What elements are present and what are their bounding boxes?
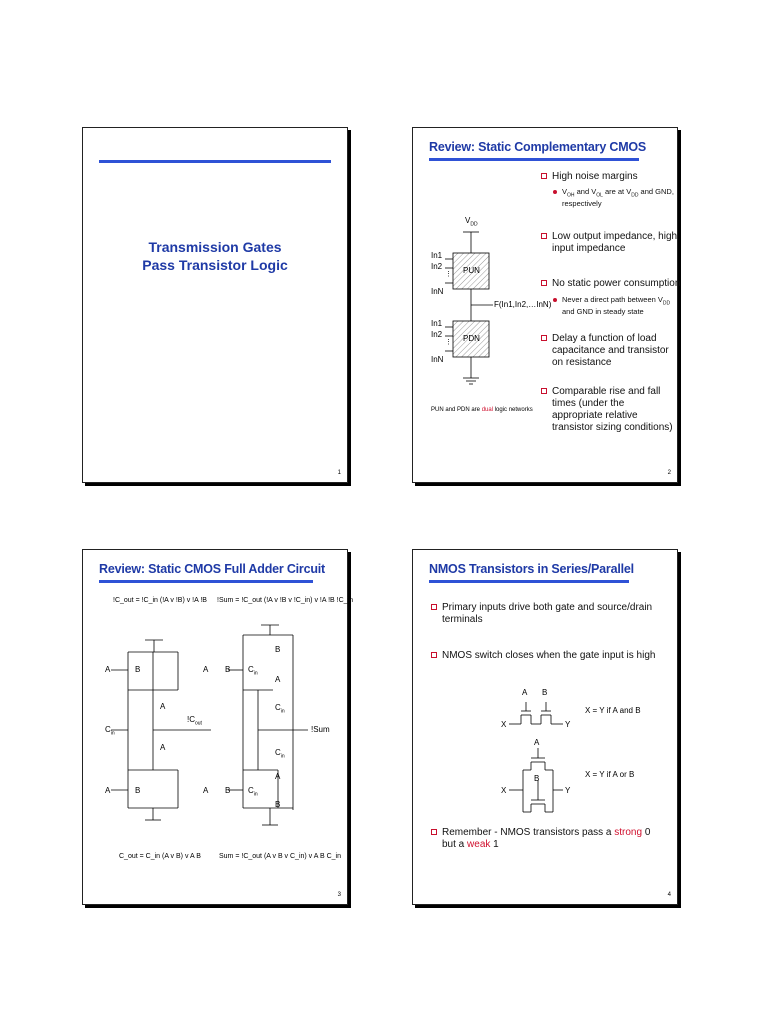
adder-label-cin-5: $C_{in}$	[248, 786, 258, 798]
pun-in2-label: In2	[431, 262, 443, 271]
series-equation: X = Y if A and B	[585, 706, 641, 715]
output-label: F(In1,In2,…InN)	[494, 300, 552, 309]
slide-3	[82, 549, 353, 905]
slide-title: Review: Static Complementary CMOS	[429, 140, 647, 154]
pdn-dots: ⋮	[445, 339, 452, 346]
adder-label-a-3: A	[160, 743, 166, 752]
bullet-remember: Remember - NMOS transistors pass a strong 0 but a weak 1	[431, 827, 667, 851]
adder-label-cin-1: $C_{in}$	[105, 725, 115, 737]
parallel-label-b: B	[534, 774, 540, 783]
cout-equation: C_out = C_in (A v B) v A B	[119, 853, 201, 860]
title-line-2: Pass Transistor Logic	[142, 257, 288, 273]
adder-label-a-2: A	[160, 702, 166, 711]
series-label-a: A	[522, 688, 528, 697]
bullet-rise-fall: Comparable rise and fall times (under the appropriate relative transistor sizing conditions)	[541, 386, 677, 434]
pun-dots: ⋮	[445, 271, 452, 278]
bullet-switch-closes: NMOS switch closes when the gate input is high	[431, 650, 662, 662]
adder-label-a-5: A	[203, 665, 209, 674]
adder-label-b-6: B	[275, 800, 281, 809]
series-label-x: X	[501, 720, 507, 729]
slide-title: NMOS Transistors in Series/Parallel	[429, 562, 634, 576]
adder-label-b-5: B	[225, 786, 231, 795]
full-adder-schematic	[83, 550, 347, 904]
pun-inN-label: InN	[431, 287, 444, 296]
pun-block-label: PUN	[463, 266, 480, 275]
adder-label-b-1: B	[135, 665, 141, 674]
adder-label-cin-2: $C_{in}$	[248, 665, 258, 677]
subbullet-no-direct-path: Never a direct path between $V_{DD}$ and GND in steady state	[553, 296, 680, 317]
slide-title	[83, 238, 347, 274]
cout-complement-equation: !C_out = !C_in (!A v !B) v !A !B	[113, 597, 207, 604]
subbullet-voh-vol: $V_{OH}$ and $V_{OL}$ are at $V_{DD}$ and GND, respectively	[553, 188, 674, 209]
slide-2	[412, 127, 681, 483]
adder-label-a-7: A	[203, 786, 209, 795]
adder-label-sum: !Sum	[311, 725, 330, 734]
adder-label-cin-3: $C_{in}$	[275, 703, 285, 715]
adder-label-cout: $!C_{out}$	[187, 715, 202, 727]
sum-complement-equation: !Sum = !C_out (!A v !B v !C_in) v !A !B !C_in	[217, 597, 353, 604]
parallel-equation: X = Y if A or B	[585, 770, 635, 779]
adder-label-b-2: B	[135, 786, 141, 795]
adder-label-cin-4: $C_{in}$	[275, 748, 285, 760]
slide-number: 4	[667, 892, 671, 898]
parallel-label-x: X	[501, 786, 507, 795]
series-label-y: Y	[565, 720, 571, 729]
title-rule	[99, 160, 331, 163]
bullet-delay: Delay a function of load capacitance and transistor on resistance	[541, 333, 677, 369]
slide-number: 1	[337, 470, 341, 476]
slide-1	[82, 127, 348, 483]
pdn-in2-label: In2	[431, 330, 443, 339]
slide-title: Review: Static CMOS Full Adder Circuit	[99, 562, 325, 576]
adder-label-b-3: B	[225, 665, 231, 674]
series-label-b: B	[542, 688, 548, 697]
slide-number: 2	[667, 470, 671, 476]
vdd-label: $V_{DD}$	[465, 216, 478, 228]
bullet-static-power: No static power consumption	[541, 278, 684, 290]
diagram-caption: PUN and PDN are dual logic networks	[431, 407, 533, 413]
slide-number: 3	[337, 892, 341, 898]
parallel-label-a: A	[534, 738, 540, 747]
pdn-inN-label: InN	[431, 355, 444, 364]
sum-equation: Sum = !C_out (A v B v C_in) v A B C_in	[219, 853, 341, 860]
bullet-impedance: Low output impedance, high input impedance	[541, 231, 682, 255]
pdn-block-label: PDN	[463, 334, 480, 343]
slide-4	[412, 549, 678, 905]
adder-label-b-4: B	[275, 645, 281, 654]
pdn-in1-label: In1	[431, 319, 443, 328]
adder-label-a-8: A	[275, 772, 281, 781]
title-line-1: Transmission Gates	[148, 239, 282, 255]
adder-label-a-1: A	[105, 665, 111, 674]
bullet-noise-margins: High noise margins	[541, 171, 677, 183]
parallel-label-y: Y	[565, 786, 571, 795]
bullet-primary-inputs: Primary inputs drive both gate and source/drain terminals	[431, 602, 662, 626]
adder-label-a-4: A	[105, 786, 111, 795]
adder-label-a-6: A	[275, 675, 281, 684]
pun-in1-label: In1	[431, 251, 443, 260]
